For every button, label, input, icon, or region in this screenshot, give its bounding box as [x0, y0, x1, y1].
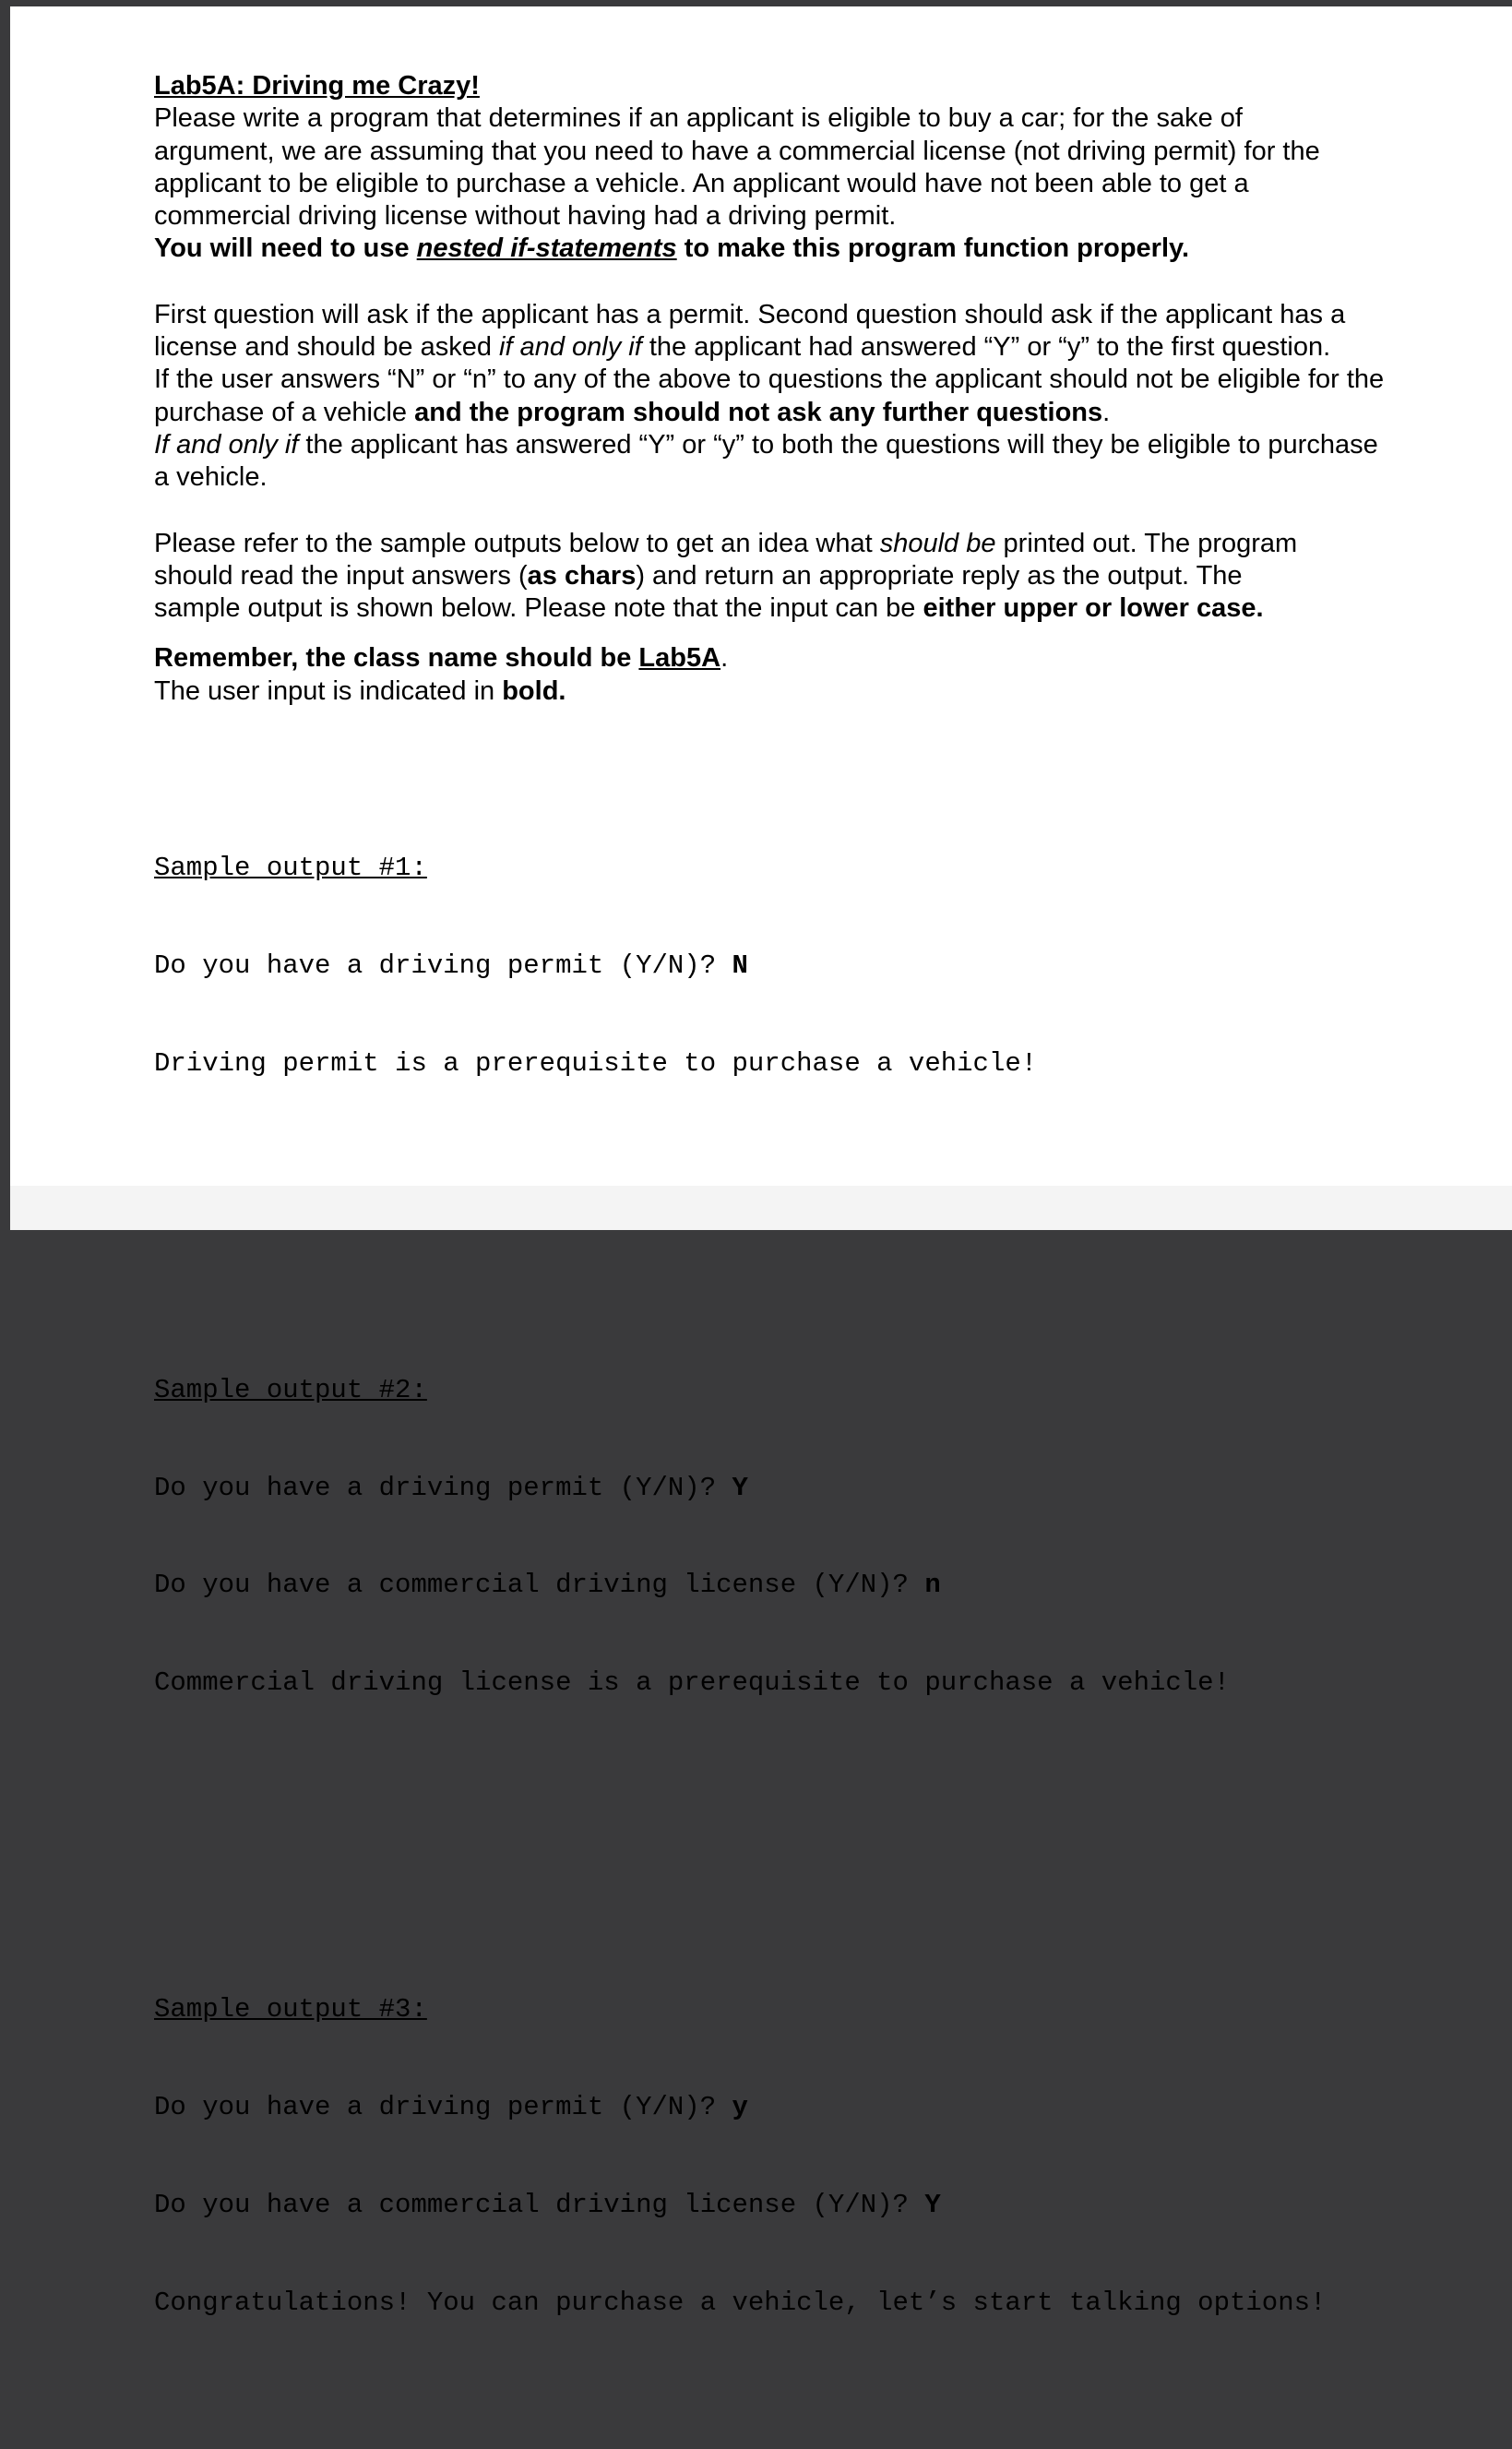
text-run-bold: Remember, the class name should be: [154, 643, 639, 674]
sample-label: Sample output #1:: [154, 853, 427, 884]
class-name-reminder: [154, 642, 1446, 675]
sample-line: [154, 1569, 1446, 1601]
sample-line: [154, 2189, 1446, 2221]
sample-user-input: Y: [924, 2189, 941, 2220]
intro-line: argument, we are assuming that you need to have a commercial license (not driving permit) for the: [154, 136, 1320, 166]
intro-line: applicant to be eligible to purchase a vehicle. An applicant would have not been able to get a: [154, 168, 1249, 198]
sample-outputs: [154, 722, 1446, 2449]
class-name: Lab5A: [638, 643, 721, 674]
text-run: the applicant has answered “Y” or “y” to both the questions will they be eligible to purchase: [298, 429, 1378, 460]
sample-line: [154, 1667, 1446, 1699]
text-run-italic: should be: [879, 528, 996, 558]
text-run: The user input is indicated in: [154, 675, 503, 706]
sample-line: [154, 1047, 1446, 1080]
text-run: .: [720, 643, 729, 674]
document-content: [154, 70, 1446, 2449]
sample-label: Sample output #2:: [154, 1374, 427, 1405]
questions-line: First question will ask if the applicant has a permit. Second question should ask if the applicant has a: [154, 299, 1346, 329]
sample-block: [154, 1928, 1446, 2383]
sample-line: [154, 2091, 1446, 2123]
sample-label: Sample output #3:: [154, 1994, 427, 2025]
sample-line: [154, 950, 1446, 982]
sample-prompt: Do you have a commercial driving license (Y/N)?: [154, 1570, 925, 1601]
sample-user-input: n: [924, 1570, 941, 1601]
text-run-bold: bold.: [502, 675, 566, 706]
sample-line: [154, 2287, 1446, 2319]
questions-line: a vehicle.: [154, 462, 268, 493]
input-note: [154, 675, 1446, 708]
page-bottom-band: [10, 1186, 1512, 1230]
text-run: should read the input answers (: [154, 560, 528, 591]
samples-intro-line: [154, 592, 1446, 625]
sample-prompt: Do you have a driving permit (Y/N)?: [154, 1472, 732, 1503]
requirement-statement: [154, 233, 1446, 265]
requirement-pre: You will need to use: [154, 233, 417, 264]
requirement-post: to make this program function properly.: [676, 233, 1190, 264]
text-run: purchase of a vehicle: [154, 397, 415, 427]
document-title: Lab5A: Driving me Crazy!: [154, 71, 480, 101]
sample-prompt: Do you have a driving permit (Y/N)?: [154, 950, 732, 982]
sample-line: [154, 1472, 1446, 1504]
text-run: .: [1102, 397, 1111, 427]
text-run-bold: either upper or lower case.: [923, 593, 1264, 624]
samples-intro-line: [154, 528, 1446, 560]
sample-prompt: Do you have a commercial driving license (Y/N)?: [154, 2189, 925, 2220]
sample-user-input: y: [732, 2091, 748, 2122]
sample-prompt: Do you have a driving permit (Y/N)?: [154, 2091, 732, 2122]
text-run-italic: if and only if: [499, 332, 642, 363]
text-run: sample output is shown below. Please note that the input can be: [154, 593, 923, 624]
requirement-emphasis: nested if-statements: [416, 233, 677, 264]
intro-line: Please write a program that determines if an applicant is eligible to buy a car; for the sake of: [154, 103, 1243, 134]
questions-line: [154, 429, 1446, 461]
questions-line: [154, 331, 1446, 364]
sample-user-input: N: [732, 950, 748, 982]
sample-prompt: Commercial driving license is a prerequisite to purchase a vehicle!: [154, 1667, 1230, 1699]
sample-prompt: Congratulations! You can purchase a vehicle, let’s start talking options!: [154, 2287, 1327, 2318]
text-run-bold: as chars: [527, 560, 637, 591]
text-run: Please refer to the sample outputs below to get an idea what: [154, 528, 880, 558]
text-run-italic: If and only if: [154, 429, 299, 460]
questions-line: [154, 397, 1446, 429]
text-run-bold: and the program should not ask any further questions: [414, 397, 1103, 427]
intro-line: commercial driving license without having had a driving permit.: [154, 201, 897, 232]
sample-block: [154, 787, 1446, 1145]
questions-line: If the user answers “N” or “n” to any of the above to questions the applicant should not be eligible for the: [154, 364, 1385, 395]
document-page: [10, 6, 1512, 2318]
samples-intro-line: [154, 560, 1446, 592]
text-run: the applicant had answered “Y” or “y” to the first question.: [641, 332, 1331, 363]
sample-block: [154, 1308, 1446, 1764]
text-run: ) and return an appropriate reply as the output. The: [636, 560, 1243, 591]
sample-user-input: Y: [732, 1472, 748, 1503]
text-run: license and should be asked: [154, 332, 500, 363]
sample-prompt: Driving permit is a prerequisite to purchase a vehicle!: [154, 1048, 1038, 1080]
text-run: printed out. The program: [995, 528, 1298, 558]
